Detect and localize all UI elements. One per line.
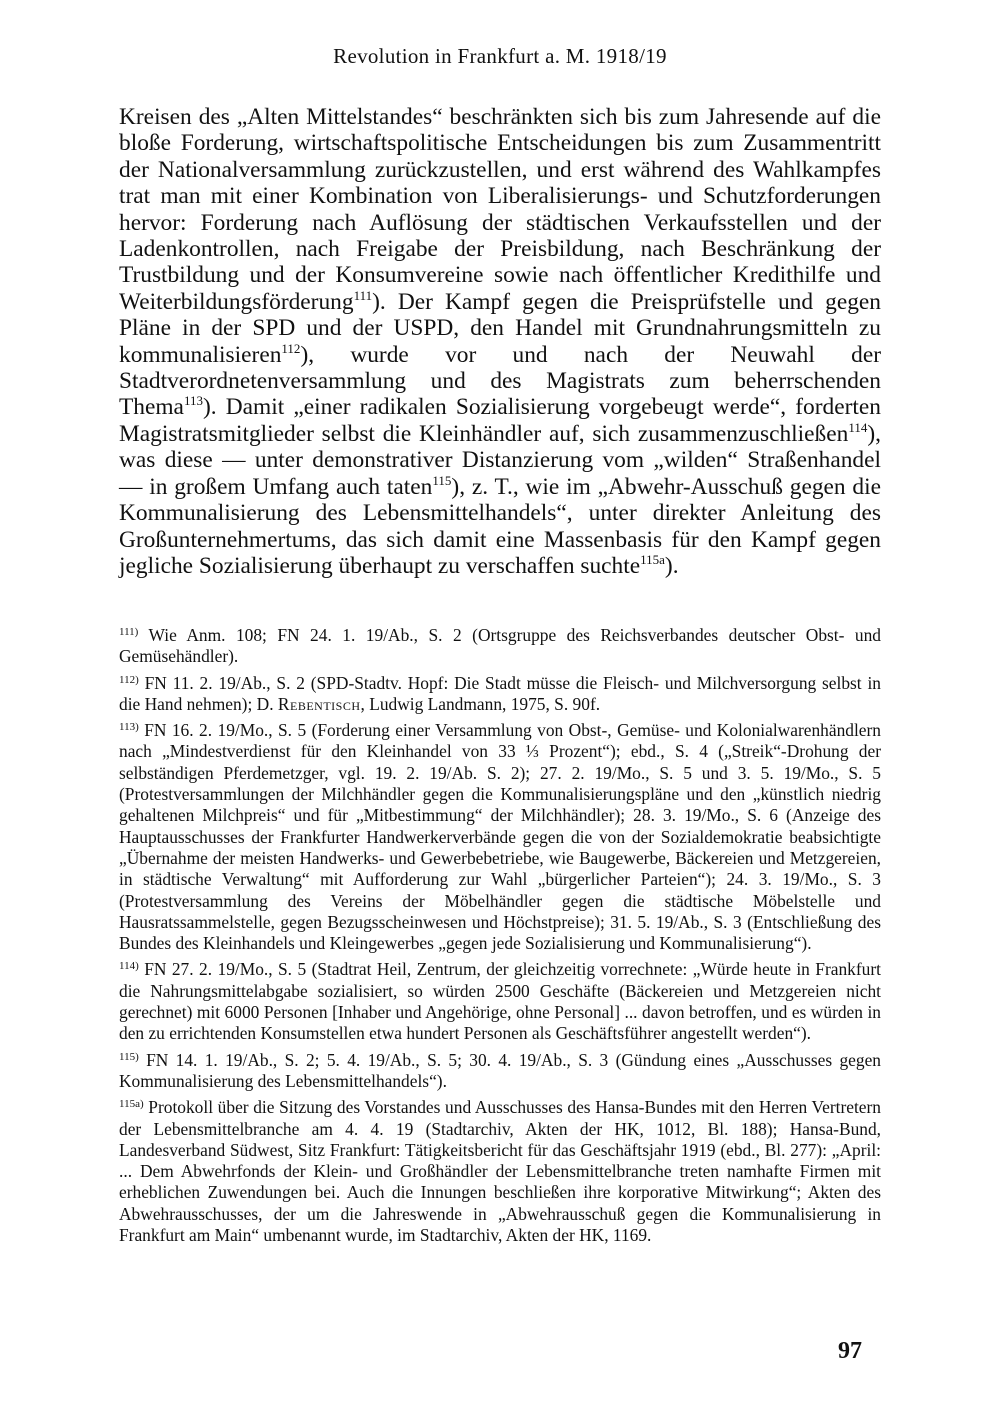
main-paragraph <box>119 104 881 579</box>
footnote-ref[interactable]: 115a <box>640 551 665 567</box>
footnote-ref[interactable]: 114 <box>848 419 868 435</box>
text-run: ). Damit „einer radikalen Sozialisierung vorgebeugt werde“, forderten Magistratsmitglieder selbst die Kleinhändler auf, sich zusammenzuschließen <box>119 394 881 447</box>
author-name: Rebentisch <box>277 693 361 714</box>
footnote-mark: 112) <box>119 673 139 686</box>
running-head: Revolution in Frankfurt a. M. 1918/19 <box>333 44 667 68</box>
text-run: ). Der Kampf gegen die Preisprüfstelle und gegen Pläne in der SPD und der USPD, den Handel mit Grundnahrungsmitteln zu kommunalisieren <box>119 288 881 368</box>
footnote-ref[interactable]: 111 <box>353 287 373 303</box>
footnote-text: Wie Anm. 108; FN 24. 1. 19/Ab., S. 2 (Ortsgruppe des Reichsverbandes deutscher Obst- und Gemüsehändler). <box>119 625 881 667</box>
footnote-text: FN 16. 2. 19/Mo., S. 5 (Forderung einer Versammlung von Obst-, Gemüse- und Kolonialwarenhändlern nach „Mindestverdienst für den Kleinhandel von 33 ⅓ Prozent“); ebd., S. 4 („Streik“-Drohung der selbständigen Pferdemetzger, vgl. 19. 2. 19/Ab. S. 2); 27. 2. 19/Mo., S. 5 und 3. 5. 19/Mo., S. 5 (Protestversammlungen der Milchhändler gegen die Kommunalisierungspläne und den „künstlich niedrig gehaltenen Milchpreis“ und für „Mitbestimmung“ der Milchhändler); 28. 3. 19/Mo., S. 6 (Anzeige des Hauptausschusses der Frankfurter Handwerkerverbände gegen die von der Sozialdemokratie beabsichtigte „Übernahme der meisten Handwerks- und Gewerbebetriebe, wie Baugewerbe, Bäckereien und Metzgereien, in städtische Verwaltung“ mit Aufforderung zur Wahl „bürgerlicher Parteien“); 24. 3. 19/Mo., S. 3 (Protestversammlung des Vereins der Möbelhändler gegen die städtische Möbelstelle und Hausratssammelstelle, gegen Bezugsscheinwesen und Höchstpreise); 31. 5. 19/Ab., S. 3 (Entschließung des Bundes des Kleinhandels und Kleingewerbes „gegen jede Sozialisierung und Kommunalisierung“). <box>119 720 881 954</box>
footnote-text: FN 27. 2. 19/Mo., S. 5 (Stadtrat Heil, Zentrum, der gleichzeitig vorrechnete: „Würde heute in Frankfurt die Nahrungsmittelabgabe sozialisiert, so würden 2500 Geschäfte (Bäckereien und Metzgereien nicht gerechnet) mit 6000 Personen [Inhaber und Angehörige, ohne Personal] ... davon betroffen, und es würden in den zu errichtenden Konsumstellen etwa hundert Personen als Geschäftsführer angestellt werden“). <box>119 959 881 1044</box>
text-run: ), was diese — unter demonstrativer Distanzierung vom „wilden“ Straßenhandel — in großem Umfang auch taten <box>119 420 881 500</box>
footnote-text: FN 11. 2. 19/Ab., S. 2 (SPD-Stadtv. Hopf: Die Stadt müsse die Fleisch- und Milchversorgung selbst in die Hand nehmen); D. <box>119 672 881 714</box>
text-run: ), wurde vor und nach der Neuwahl der Stadtverordnetenversammlung und des Magistrats zum beherrschenden Thema <box>119 341 881 421</box>
footnote-113 <box>119 717 881 954</box>
text-run: ). <box>664 552 679 579</box>
footnote-ref[interactable]: 112 <box>281 340 301 356</box>
footnote-115a <box>119 1094 881 1246</box>
footnote-text: , Ludwig Landmann, 1975, S. 90f. <box>360 693 601 714</box>
footnote-mark: 111) <box>119 626 139 638</box>
footnote-115 <box>119 1047 881 1093</box>
paragraph-text <box>119 104 881 579</box>
footnote-text: Protokoll über die Sitzung des Vorstandes und Ausschusses des Hansa-Bundes mit den Herren Vertretern der Lebensmittelbranche am 4. 4. 19 (Stadtarchiv, Akten der HK, 1012, Bl. 188); Hansa-Bund, Landesverband Südwest, Sitz Frankfurt: Tätigkeitsbericht für das Geschäftsjahr 1919 (ebd., Bl. 277): „April: ... Dem Abwehrfonds der Klein- und Großhändler der Lebensmittelbranche treten namhafte Firmen mit erheblichen Zuwendungen bei. Auch die Innungen beschließen ihre korporative Mitwirkung“; Akten des Abwehrausschusses, der um die Jahreswende in „Abwehrausschuß gegen die Kommunalisierung in Frankfurt am Main“ umbenannt wurde, im Stadtarchiv, Akten der HK, 1169. <box>119 1097 881 1246</box>
footnote-mark: 114) <box>119 960 139 973</box>
footnote-text: FN 14. 1. 19/Ab., S. 2; 5. 4. 19/Ab., S. 5; 30. 4. 19/Ab., S. 3 (Gündung eines „Ausschusses gegen Kommunalisierung des Lebensmittelhandels“). <box>119 1049 881 1091</box>
text-run: Kreisen des „Alten Mittelstandes“ beschränkten sich bis zum Jahresende auf die bloße Forderung, wirtschaftspolitische Entscheidungen bis zum Zusammentritt der Nationalversammlung zurückzustellen, und erst während des Wahlkampfes trat man mit einer Kombination von Liberalisierungs- und Schutzforderungen hervor: Forderung nach Auflösung der städtischen Verkaufsstellen und der Ladenkontrollen, nach Freigabe der Preisbildung, nach Beschränkung der Trustbildung und der Konsumvereine sowie nach öffentlicher Kredithilfe und Weiterbildungsförderung <box>119 104 881 315</box>
footnotes <box>119 622 881 1248</box>
footnote-mark: 115) <box>119 1050 139 1063</box>
footnote-ref[interactable]: 115 <box>432 472 452 488</box>
footnote-mark: 113) <box>119 721 139 734</box>
text-run: ), z. T., wie im „Abwehr-Ausschuß gegen die Kommunalisierung des Lebensmittelhandels“, unter direkter Anleitung des Großunternehmertums, das sich damit eine Massenbasis für den Kampf gegen jegliche Sozialisierung überhaupt zu verschaffen suchte <box>119 473 881 579</box>
footnote-114 <box>119 956 881 1044</box>
footnote-mark: 115a) <box>119 1098 144 1111</box>
page-number: 97 <box>838 1338 862 1364</box>
footnote-ref[interactable]: 113 <box>183 393 203 409</box>
footnote-112 <box>119 670 881 716</box>
footnote-111 <box>119 622 881 668</box>
